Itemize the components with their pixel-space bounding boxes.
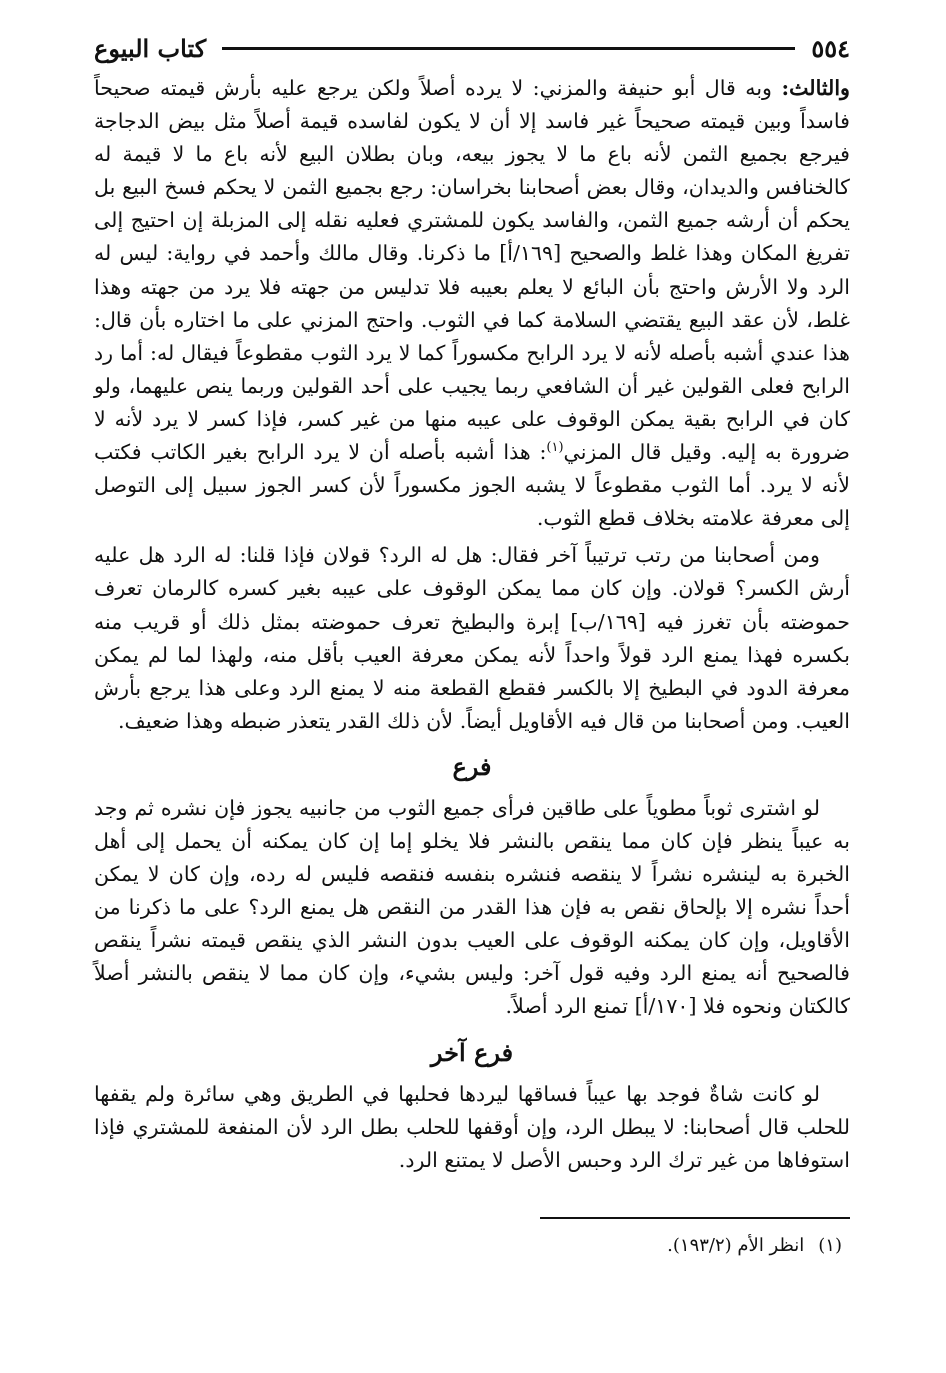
paragraph-2: ومن أصحابنا من رتب ترتيباً آخر فقال: هل له الرد؟ قولان فإذا قلنا: له الرد هل عليه أرش الكسر؟ قولان. وإن كان مما يمكن الوقوف على عيبه بغير كسره كالرمان تعرف حموضته بأن تغرز فيه [١٦٩/ب] إبرة والبطيخ تعرف حموضته بمثل ذلك أو قريب منه بكسره فهذا يمنع الرد قولاً واحداً لأنه يمكن معرفة العيب بأقل منه، ولهذا لما لم يمكن معرفة الدود في البطيخ إلا بالكسر فقطع القطعة منه لا يمنع الرد وعلى هذا يرجع بأرش العيب. ومن أصحابنا من قال فيه الأقاويل أيضاً. لأن ذلك القدر يتعذر ضبطه وهذا ضعيف. [94,543,850,733]
section-heading-another-branch: فرع آخر [430,1037,514,1067]
footnote-number: (١) [818,1234,842,1256]
page-number: ٥٥٤ [811,33,850,63]
running-title: كتاب البيوع [94,33,207,63]
paragraph-1 [94,72,850,535]
paragraph-3: لو اشترى ثوباً مطوياً على طاقين فرأى جميع الثوب من جانبيه يجوز فإن نشره ثم وجد به عيباً ينظر فإن كان مما ينقص بالنشر فلا يخلو إما إن كان يمكنه أن يحمل إلى أهل الخبرة به لينشره نشراً لا ينقصه فنشره بنفسه فنقصه فليس له رده، وإن كان لا يمكن أحداً نشره إلا بإلحاق نقص به فإن هذا القدر من النقص هل يمنع الرد؟ على ما ذكرنا من الأقاويل، وإن كان يمكنه الوقوف على العيب بدون النشر الذي ينقص قيمته نشراً ينقص فالصحيح أنه يمنع الرد وفيه قول آخر: وليس بشيء، وإن كان مما لا ينقص بالنشر أصلاً كالكتان ونحوه فلا [١٧٠/أ] تمنع الرد أصلاً. [94,795,850,1019]
header-rule [222,47,795,50]
paragraph-1-text-b: : هذا أشبه بأصله أن لا يرد الرابح بغير الكاتب فكتب لأنه لا يرد. أما الثوب مقطوعاً لا يشبه الجوز مكسوراً لأن كسر الجوز سبيل إلى التوصل إلى معرفة علامته بخلاف قطع الثوب. [94,440,850,531]
page-header [94,28,850,68]
paragraph-1-lead: والثالث: [781,76,850,100]
footnote-separator [540,1217,850,1219]
section-heading-branch: فرع [452,751,492,781]
footnote-text: انظر الأم (١٩٣/٢). [667,1234,805,1256]
footnote-marker[interactable]: (١) [546,440,564,456]
paragraph-4: لو كانت شاةٌ فوجد بها عيباً فساقها ليردها فحلبها في الطريق وهي سائرة ولم يقفها للحلب قال أصحابنا: لا يبطل الرد، وإن أوقفها للحلب بطل الرد لأن المنفعة للمشتري فإذا استوفاها من غير ترك الرد وحبس الأصل لا يمتنع الرد. [94,1081,850,1172]
footnote [94,1233,850,1259]
paragraph-1-text-a: وبه قال أبو حنيفة والمزني: لا يرده أصلاً ولكن يرجع عليه بأرش قيمته صحيحاً فاسداً وبين قيمته صحيحاً غير فاسد إلا أن لا يكون لفاسده قيمة أصلاً مثل بيض الدجاجة فيرجع بجميع الثمن لأنه باع ما لا يجوز بيعه، وبان بطلان البيع لأنه باع ما لا قيمة له كالخنافس والديدان، وقال بعض أصحابنا بخراسان: رجع بجميع الثمن لا يحكم فسخ البيع بل يحكم أن أرشه جميع الثمن، والفاسد يكون للمشتري فعليه نقله إلى المزبلة إن احتيج إلى تفريغ المكان وهذا غلط والصحيح [١٦٩/أ] ما ذكرنا. وقال مالك وأحمد في رواية: ليس له الرد ولا الأرش واحتج بأن البائع لا يعلم بعيبه فلا تدليس من جهته فلا يرد من جهته وهذا غلط، لأن عقد البيع يقتضي السلامة كما في الثوب. واحتج المزني على ما اختاره بأن قال: هذا عندي أشبه بأصله لأنه لا يرد الرابح مكسوراً كما لا يرد الثوب مقطوعاً فيقال له: أما رد الرابح فعلى القولين غير أن الشافعي ربما يجيب على أحد القولين وربما ينص عليهما، ولو كان في الرابح بقية يمكن الوقوف على عيبه منها من غير كسر، فإذا كسر لا يرد لأنه لا ضرورة به إليه. وقيل قال المزني [94,76,851,465]
